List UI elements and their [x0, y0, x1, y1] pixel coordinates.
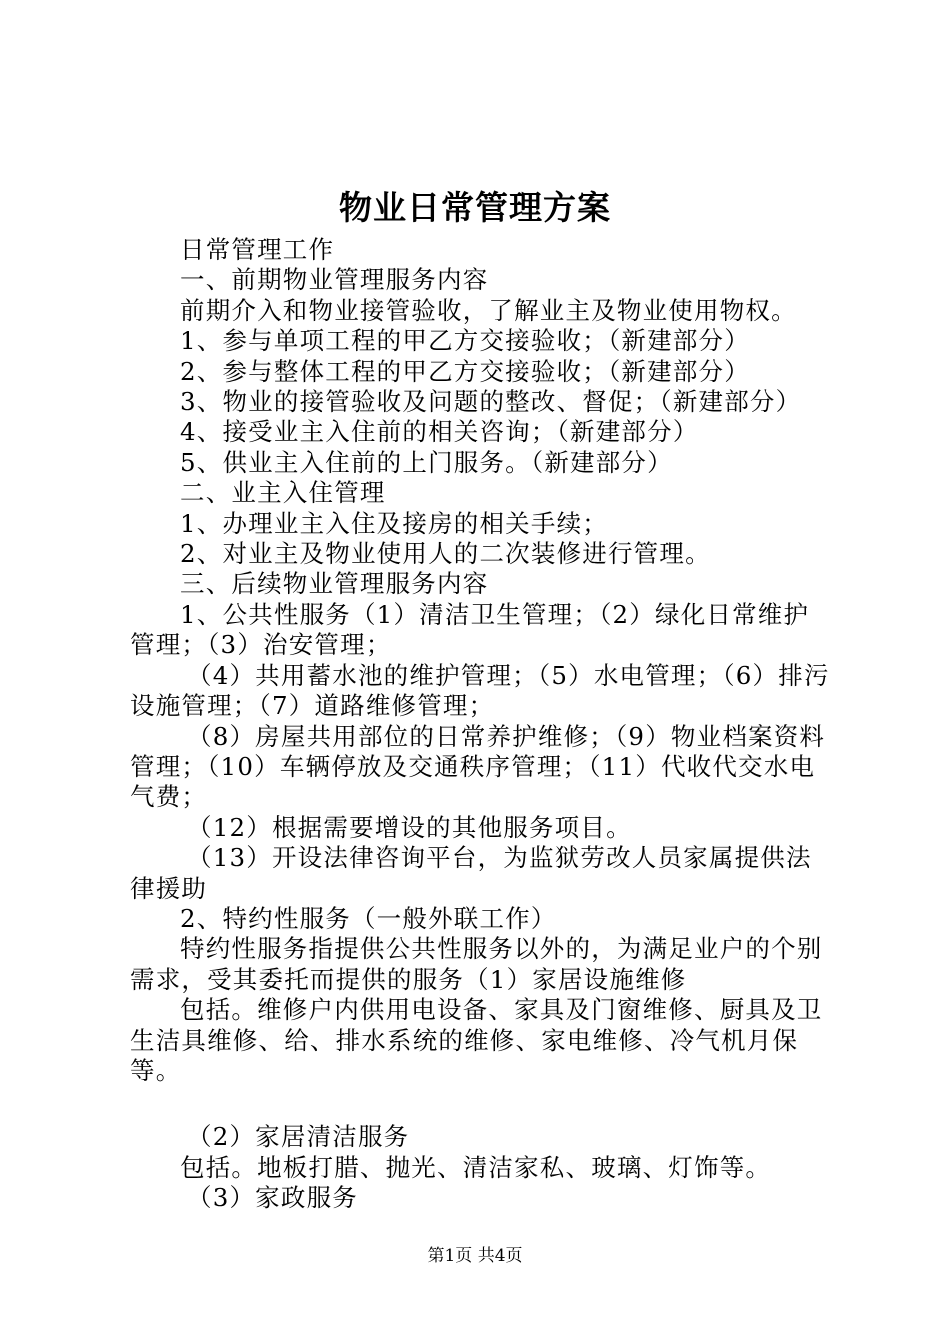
paragraph-service-13: （13）开设法律咨询平台，为监狱劳改人员家属提供法律援助: [130, 843, 812, 903]
list-item-1-1: 1、参与单项工程的甲乙方交接验收；（新建部分）: [180, 326, 750, 356]
paragraph-service-8-11: （8）房屋共用部位的日常养护维修；（9）物业档案资料管理；（10）车辆停放及交通秩序管理；（11）代收代交水电气费；: [130, 721, 826, 812]
paragraph-special-service: 特约性服务指提供公共性服务以外的，为满足业户的个别需求，受其委托而提供的服务（1）家居设施维修: [130, 934, 823, 994]
list-item-1-5: 5、供业主入住前的上门服务。（新建部分）: [180, 447, 673, 477]
list-item-2-2: 2、对业主及物业使用人的二次装修进行管理。: [180, 539, 711, 569]
paragraph-repair-details: 包括。维修户内供用电设备、家具及门窗维修、厨具及卫生洁具维修、给、排水系统的维修、家电维修、冷气机月保等。: [130, 995, 823, 1085]
list-item-1-3: 3、物业的接管验收及问题的整改、督促；（新建部分）: [180, 387, 802, 417]
paragraph-public-service: 1、公共性服务（1）清洁卫生管理；（2）绿化日常维护管理；（3）治安管理；: [130, 599, 810, 660]
list-item-1-2: 2、参与整体工程的甲乙方交接验收；（新建部分）: [180, 356, 750, 386]
paragraph-intro-1: 前期介入和物业接管验收，了解业主及物业使用物权。: [180, 295, 797, 325]
page-footer: 第1页 共4页: [427, 1246, 523, 1266]
paragraph-daily-management: 日常管理工作: [180, 235, 335, 264]
list-item-1-4: 4、接受业主入住前的相关咨询；（新建部分）: [180, 417, 699, 447]
paragraph-gap: [130, 1086, 832, 1122]
heading-housekeeping-service: （3）家政服务: [187, 1183, 358, 1213]
list-item-2-1: 1、办理业主入住及接房的相关手续；: [180, 508, 608, 538]
heading-section-3: 三、后续物业管理服务内容: [180, 569, 489, 599]
heading-special-service: 2、特约性服务（一般外联工作）: [180, 903, 557, 933]
paragraph-service-4-7: （4）共用蓄水池的维护管理；（5）水电管理；（6）排污设施管理；（7）道路维修管理；: [130, 660, 830, 721]
paragraph-service-12: （12）根据需要增设的其他服务项目。: [187, 812, 632, 842]
document-title: 物业日常管理方案: [339, 188, 611, 227]
paragraph-cleaning-details: 包括。地板打腊、抛光、清洁家私、玻璃、灯饰等。: [180, 1152, 772, 1182]
heading-section-2: 二、业主入住管理: [180, 478, 386, 508]
heading-cleaning-service: （2）家居清洁服务: [187, 1122, 410, 1152]
document-body: [130, 235, 832, 1214]
heading-section-1: 一、前期物业管理服务内容: [180, 265, 489, 295]
